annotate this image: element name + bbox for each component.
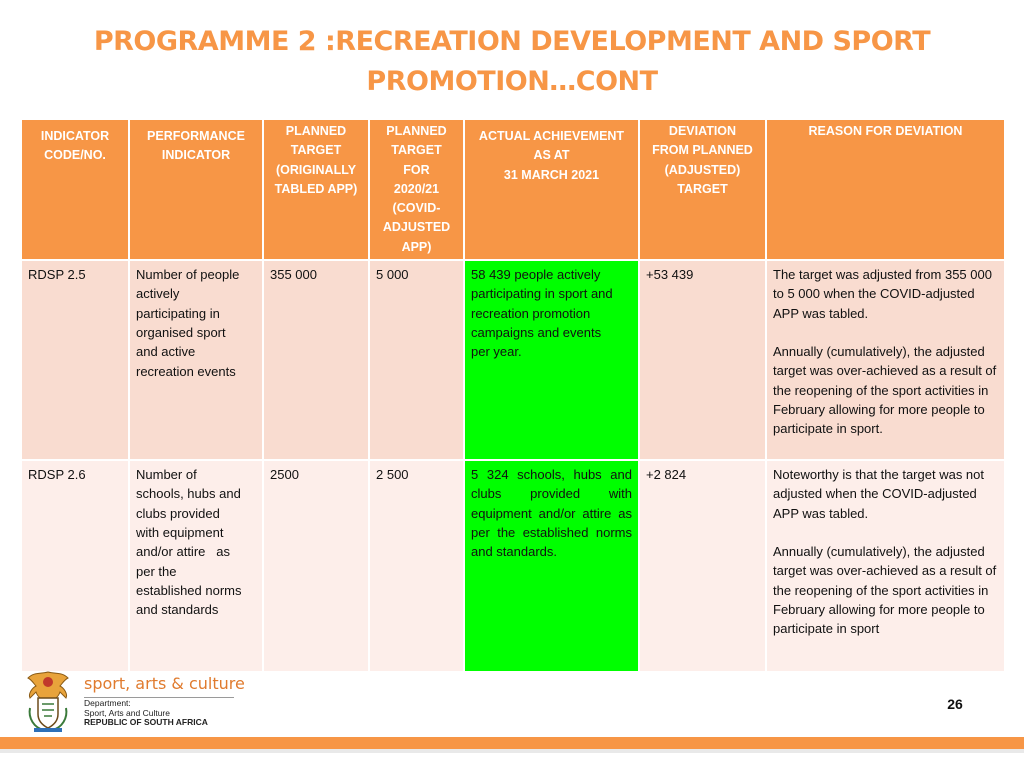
header-deviation: DEVIATION FROM PLANNED (ADJUSTED) TARGET: [639, 119, 766, 260]
cell-reason: The target was adjusted from 355 000 to 5 000 when the COVID-adjusted APP was tabled. Annually (cumulatively), the adjusted target was over-achieved as a result of the reopening of the sport activities in February allowing for more people to participate in sport.: [766, 260, 1005, 460]
cell-indicator-code: RDSP 2.6: [21, 460, 129, 672]
cell-actual-achievement: 58 439 people actively participating in sport and recreation promotion campaigns and events per year.: [464, 260, 639, 460]
footer-divider: [0, 749, 1024, 753]
header-performance-indicator: PERFORMANCE INDICATOR: [129, 119, 263, 260]
table-header-row: [21, 119, 1005, 260]
header-actual-achievement: ACTUAL ACHIEVEMENT AS AT 31 MARCH 2021: [464, 119, 639, 260]
header-planned-target-adjusted: PLANNED TARGET FOR 2020/21 (COVID- ADJUSTED APP): [369, 119, 464, 260]
cell-adjusted-target: 5 000: [369, 260, 464, 460]
header-reason-for-deviation: REASON FOR DEVIATION: [766, 119, 1005, 260]
table-row: [21, 460, 1005, 672]
page-number: 26: [947, 696, 963, 712]
cell-adjusted-target: 2 500: [369, 460, 464, 672]
cell-actual-achievement: 5 324 schools, hubs and clubs provided with equipment and/or attire as per the established norms and standards.: [464, 460, 639, 672]
coat-of-arms-icon: [22, 668, 74, 734]
header-planned-target-original: PLANNED TARGET (ORIGINALLY TABLED APP): [263, 119, 369, 260]
department-label: Department: Sport, Arts and Culture REPUBLIC OF SOUTH AFRICA: [84, 698, 208, 727]
cell-performance-indicator: Number of schools, hubs and clubs provided with equipment and/or attire as per the established norms and standards: [129, 460, 263, 672]
cell-reason: Noteworthy is that the target was not adjusted when the COVID-adjusted APP was tabled. Annually (cumulatively), the adjusted target was over-achieved as a result of the reopening of the sport activities in February allowing for more people to participate in sport: [766, 460, 1005, 672]
footer-accent-bar: [0, 737, 1024, 749]
cell-performance-indicator: Number of people actively participating in organised sport and active recreation events: [129, 260, 263, 460]
cell-original-target: 2500: [263, 460, 369, 672]
slide-title-line-2: PROMOTION…CONT: [366, 66, 658, 97]
slide-title-line-1: PROGRAMME 2 :RECREATION DEVELOPMENT AND SPORT: [93, 26, 931, 57]
header-indicator-code: INDICATOR CODE/NO.: [21, 119, 129, 260]
cell-deviation: +2 824: [639, 460, 766, 672]
cell-indicator-code: RDSP 2.5: [21, 260, 129, 460]
table-row: [21, 260, 1005, 460]
slide-title: [0, 22, 1024, 102]
cell-original-target: 355 000: [263, 260, 369, 460]
cell-deviation: +53 439: [639, 260, 766, 460]
brand-wordmark: sport, arts & culture: [84, 674, 245, 693]
performance-table: [20, 118, 1006, 673]
